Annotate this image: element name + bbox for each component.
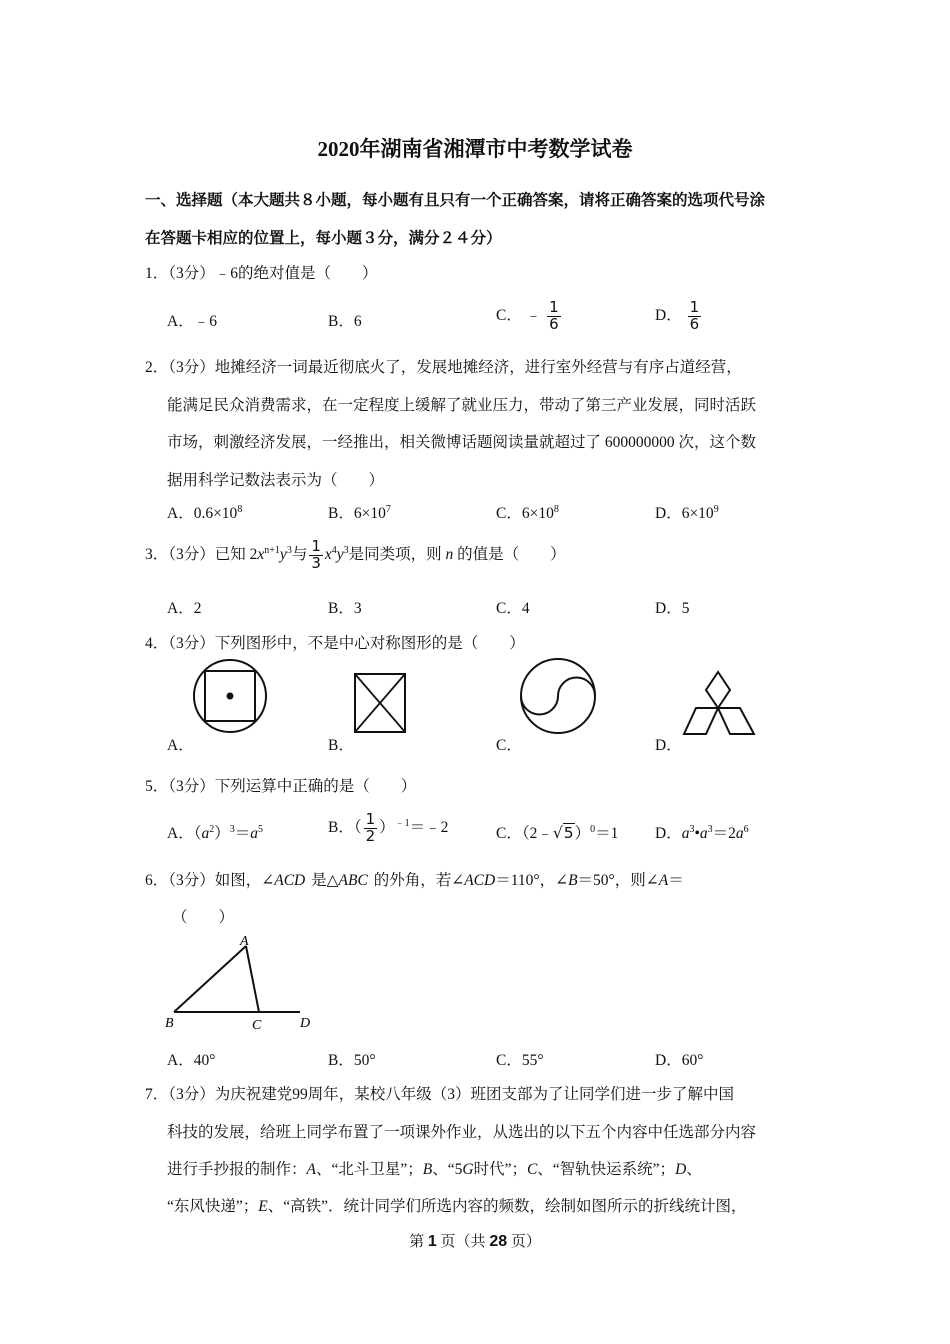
q3-var-x: x: [257, 545, 265, 563]
q6-stem-line1: [145, 868, 684, 890]
q5-b-pre: B．（: [328, 818, 362, 836]
footer-total-pages: 28: [489, 1233, 508, 1250]
q3-var-y: y: [279, 545, 287, 563]
q7-l3e: 、: [686, 1161, 702, 1178]
q5-b-end: ＝﹣2: [409, 818, 449, 836]
fraction-denominator: 2: [365, 826, 376, 845]
q5-d-eq: ＝2: [712, 825, 736, 842]
q6-a: A: [658, 872, 669, 889]
q1-stem: 1．（3分）﹣6的绝对值是（ ）: [145, 265, 378, 282]
q7-line3: [167, 1157, 702, 1179]
q1-option-d-label: D．: [655, 306, 682, 324]
q1-option-b: B．6: [328, 313, 362, 330]
q4-figure-a-circle-square: [190, 658, 270, 738]
q3-text-pre: 3．（3分）已知 2: [145, 545, 258, 563]
q7-C: C: [526, 1161, 538, 1178]
q7-l3c: 时代”；: [473, 1161, 527, 1178]
q5-d-e3: 6: [743, 824, 749, 835]
footer-mid: 页（共: [436, 1234, 490, 1250]
fraction-denominator: 6: [689, 314, 700, 333]
q6-option-b: B．50°: [328, 1052, 376, 1069]
footer-pre: 第: [409, 1234, 428, 1250]
q5-b-exp: ﹣1: [394, 817, 410, 829]
q6-triangle-figure: [160, 930, 330, 1033]
q3-exp3: 4: [331, 544, 337, 556]
q2-option-a-exp: 8: [237, 504, 243, 515]
q5-d-e2: 3: [707, 824, 713, 835]
q4-figure-b-crossed-rect: [352, 670, 410, 736]
q7-l4-post: 、“高铁”．统计同学们所选内容的频数，绘制如图所示的折线统计图，: [267, 1198, 747, 1215]
q7-line2: 科技的发展，给班上同学布置了一项课外作业，从选出的以下五个内容中任选部分内容: [167, 1124, 757, 1141]
q7-D: D: [675, 1161, 687, 1178]
q3-stem: [145, 539, 566, 572]
q7-line1: 7．（3分）为庆祝建党99周年，某校八年级（3）班团支部为了让同学们进一步了解中国: [145, 1086, 735, 1103]
q2-line1: 2．（3分）地摊经济一词最近彻底火了，发展地摊经济，进行室外经营与有序占道经营，: [145, 359, 742, 376]
q2-option-d-base: D．6×10: [655, 505, 714, 522]
q6-label-c: C: [252, 1018, 262, 1033]
q6-label-a: A: [240, 934, 249, 949]
q3-fraction: [309, 539, 323, 572]
fraction-denominator: 6: [549, 314, 559, 333]
q2-option-a: [167, 501, 242, 523]
q5-a-e3: 5: [257, 824, 263, 835]
q5-c-end: ＝1: [595, 825, 619, 842]
q3-option-a: A．2: [167, 600, 202, 617]
q5-option-a: [167, 821, 263, 843]
q4-figure-c-taiji-circle: [518, 656, 600, 738]
q4-option-c: C．: [496, 737, 522, 754]
q2-option-c-exp: 8: [553, 504, 559, 515]
q6-t2: 的外角，若∠: [373, 872, 465, 889]
q6-abc: ABC: [338, 872, 368, 889]
q5-c-radicand: 5: [563, 824, 574, 842]
q5-a-e1: 2: [209, 824, 215, 835]
q5-c-exp: 0: [590, 824, 596, 835]
q7-G: G: [462, 1161, 474, 1178]
q5-a-pre: A．（: [167, 825, 202, 842]
q5-d-v1: a: [681, 825, 690, 842]
q7-l3a: 、“北斗卫星”；: [315, 1161, 423, 1178]
q5-d-pre: D．: [655, 825, 682, 842]
q5-c-mid: ）: [574, 825, 591, 842]
q7-A: A: [306, 1161, 316, 1178]
q2-option-b-exp: 7: [385, 504, 391, 515]
q3-text-post: 是同类项，则: [348, 545, 442, 563]
q2-line2: 能满足民众消费需求，在一定程度上缓解了就业压力，带动了第三产业发展，同时活跃: [167, 397, 757, 414]
fraction-numerator: 1: [689, 298, 700, 316]
q5-a-var: a: [201, 825, 210, 842]
q1-option-d-fraction: [688, 300, 702, 333]
q1-option-d: [655, 300, 703, 333]
fraction-numerator: 1: [365, 810, 376, 828]
q3-text-mid: 与: [291, 545, 308, 563]
q6-t4: ＝50°，则∠: [577, 872, 659, 889]
q5-option-b: [328, 812, 448, 845]
q5-d-e1: 3: [689, 824, 695, 835]
q5-a-var2: a: [250, 825, 258, 842]
q3-option-c: C．4: [496, 600, 530, 617]
q3-option-d: D．5: [655, 600, 690, 617]
q7-l3d: 、“智轨快运系统”；: [537, 1161, 676, 1178]
q2-line3: 市场，刺激经济发展，一经推出，相关微博话题阅读量就超过了 600000000 次，这个数: [167, 434, 757, 451]
q6-stem-line2: （ ）: [172, 909, 235, 926]
q2-option-b: [328, 501, 391, 523]
q5-option-d: [655, 821, 749, 843]
q7-l4-pre: “东风快递”；: [167, 1198, 259, 1215]
q4-stem: 4．（3分）下列图形中，不是中心对称图形的是（ ）: [145, 635, 525, 652]
q1-option-c-fraction: [547, 300, 561, 333]
q7-l3b: 、“5: [432, 1161, 463, 1178]
q3-exp1: n+1: [264, 544, 280, 556]
q3-option-b: B．3: [328, 600, 362, 617]
q5-b-fraction: [364, 812, 378, 845]
q6-acd: ACD: [274, 872, 306, 889]
fraction-numerator: 1: [549, 298, 559, 316]
q5-d-dot: •: [694, 825, 700, 842]
q6-option-d: D．60°: [655, 1052, 704, 1069]
q3-exp4: 3: [343, 544, 349, 556]
q6-acd2: ACD: [464, 872, 496, 889]
q5-c-sqrt: √5: [552, 824, 574, 842]
q7-E: E: [258, 1198, 268, 1215]
fraction-numerator: 1: [311, 537, 321, 555]
q1-option-c: [496, 300, 563, 333]
q2-option-c-base: C．6×10: [496, 505, 554, 522]
q6-option-a: A．40°: [167, 1052, 216, 1069]
q5-stem: 5．（3分）下列运算中正确的是（ ）: [145, 778, 417, 795]
q6-b: B: [568, 872, 578, 889]
q5-a-eq: ＝: [234, 825, 251, 842]
q5-d-v3: a: [735, 825, 744, 842]
q1-option-c-label: C．: [496, 306, 522, 324]
footer-page-number: 1: [427, 1233, 437, 1250]
q1-option-c-sign: ﹣: [525, 306, 542, 324]
fraction-denominator: 3: [311, 553, 321, 572]
section-header-line1: 一、选择题（本大题共８小题，每小题有且只有一个正确答案，请将正确答案的选项代号涂: [145, 192, 766, 209]
footer-post: 页）: [507, 1234, 541, 1250]
q6-t3: ＝110°，∠: [495, 872, 569, 889]
q6-t5: ＝: [668, 872, 684, 889]
q5-a-e2: 3: [229, 824, 235, 835]
q4-option-d: D．: [655, 737, 682, 754]
q5-c-pre: C．（2﹣: [496, 825, 553, 842]
q3-var-x2: x: [324, 545, 332, 563]
q2-option-d-exp: 9: [713, 504, 719, 515]
q2-option-d: [655, 501, 719, 523]
q3-text-end: 的值是（ ）: [457, 545, 566, 563]
q7-l3-pre: 进行手抄报的制作：: [167, 1161, 307, 1178]
q6-t0: 6．（3分）如图，∠: [145, 872, 275, 889]
q5-option-c: [496, 821, 618, 843]
q2-option-a-base: A．0.6×10: [167, 505, 238, 522]
q3-var-y2: y: [336, 545, 344, 563]
q5-a-mid: ）: [214, 825, 230, 842]
q7-line4: [167, 1194, 747, 1216]
q1-option-a: A．﹣6: [167, 313, 217, 330]
q4-figure-d-three-rhombus: [682, 668, 758, 738]
q6-label-d: D: [300, 1016, 311, 1031]
q5-d-v2: a: [699, 825, 708, 842]
q4-option-a: A．: [167, 737, 194, 754]
q6-t1: 是△: [311, 872, 339, 889]
q5-b-mid: ）: [379, 818, 395, 836]
q7-B: B: [422, 1161, 433, 1178]
q2-option-b-base: B．6×10: [328, 505, 386, 522]
q4-option-b: B．: [328, 737, 354, 754]
q3-var-n: n: [445, 545, 454, 563]
page-title: 2020年湖南省湘潭市中考数学试卷: [317, 137, 633, 161]
q2-option-c: [496, 501, 559, 523]
q6-option-c: C．55°: [496, 1052, 544, 1069]
page-footer: [0, 1230, 950, 1251]
q3-exp2: 3: [286, 544, 292, 556]
q2-line4: 据用科学记数法表示为（ ）: [167, 472, 385, 489]
section-header-line2: 在答题卡相应的位置上，每小题３分，满分２４分）: [145, 230, 502, 247]
q6-label-b: B: [165, 1016, 174, 1031]
